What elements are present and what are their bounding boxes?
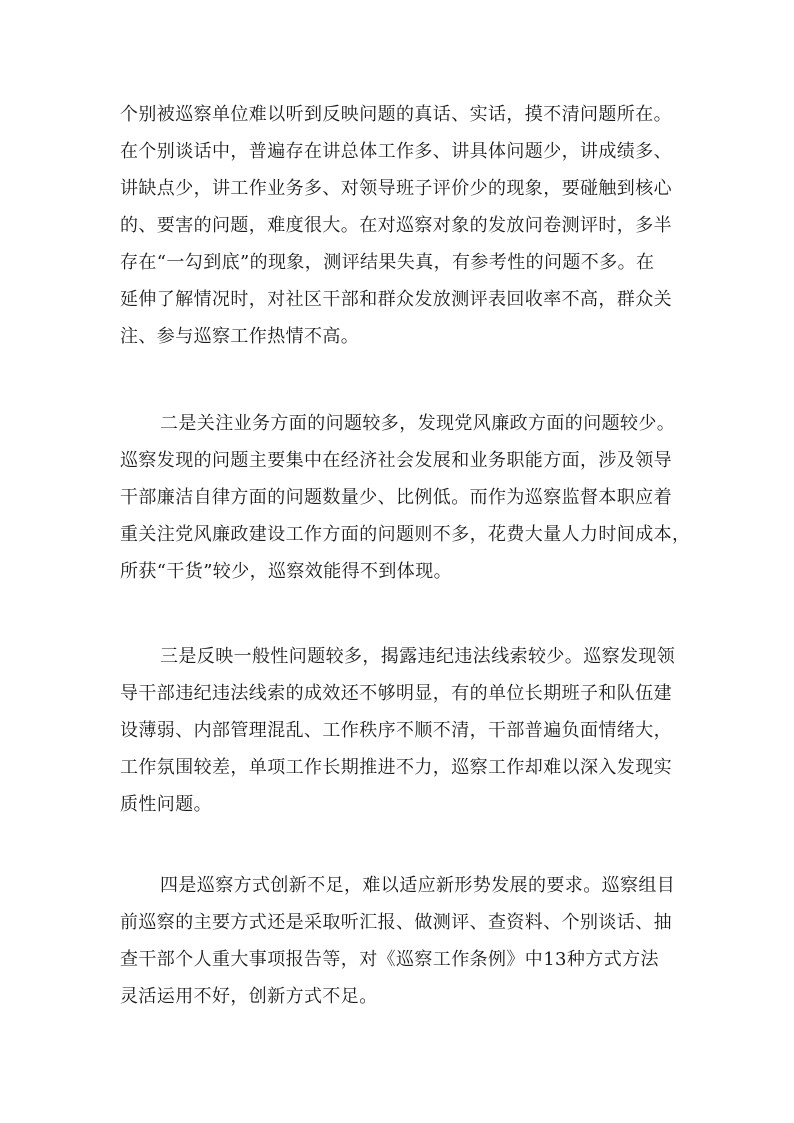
- text-line: 查干部个人重大事项报告等，对《巡察工作条例》中13种方式方法: [120, 949, 659, 970]
- paragraph-point-four: [120, 867, 680, 1015]
- paragraph-point-two: [120, 405, 691, 590]
- text-line: 二是关注业务方面的问题较多，发现党风廉政方面的问题较少。: [160, 413, 676, 434]
- paragraph-point-three: [120, 638, 680, 823]
- text-line: 灵活运用不好，创新方式不足。: [120, 986, 378, 1007]
- text-line: 前巡察的主要方式还是采取听汇报、做测评、查资料、个别谈话、抽: [120, 912, 672, 933]
- text-line: 个别被巡察单位难以听到反映问题的真话、实话，摸不清问题所在。: [120, 104, 672, 125]
- text-line: 质性问题。: [120, 794, 212, 815]
- text-line: 讲缺点少，讲工作业务多、对领导班子评价少的现象，要碰触到核心: [120, 178, 672, 199]
- text-line: 三是反映一般性问题较多，揭露违纪违法线索较少。巡察发现领: [160, 646, 676, 667]
- text-line: 存在“一勾到底”的现象，测评结果失真，有参考性的问题不多。在: [120, 252, 655, 273]
- text-line: 延伸了解情况时，对社区干部和群众发放测评表回收率不高，群众关: [120, 289, 672, 310]
- text-line: 所获“干货”较少，巡察效能得不到体现。: [120, 561, 453, 582]
- text-line: 工作氛围较差，单项工作长期推进不力，巡察工作却难以深入发现实: [120, 757, 672, 778]
- text-line: 设薄弱、内部管理混乱、工作秩序不顺不清，干部普遍负面情绪大，: [120, 720, 672, 741]
- text-line: 巡察发现的问题主要集中在经济社会发展和业务职能方面，涉及领导: [120, 450, 672, 471]
- text-line: 在个别谈话中，普遍存在讲总体工作多、讲具体问题少，讲成绩多、: [120, 141, 672, 162]
- text-line: 注、参与巡察工作热情不高。: [120, 326, 360, 347]
- paragraph-interview-issues: [120, 96, 680, 355]
- text-line: 重关注党风廉政建设工作方面的问题则不多，花费大量人力时间成本，: [120, 524, 691, 545]
- text-line: 导干部违纪违法线索的成效还不够明显，有的单位长期班子和队伍建: [120, 683, 672, 704]
- text-line: 干部廉洁自律方面的问题数量少、比例低。而作为巡察监督本职应着: [120, 487, 672, 508]
- text-line: 的、要害的问题，难度很大。在对巡察对象的发放问卷测评时，多半: [120, 215, 672, 236]
- text-line: 四是巡察方式创新不足，难以适应新形势发展的要求。巡察组目: [160, 875, 676, 896]
